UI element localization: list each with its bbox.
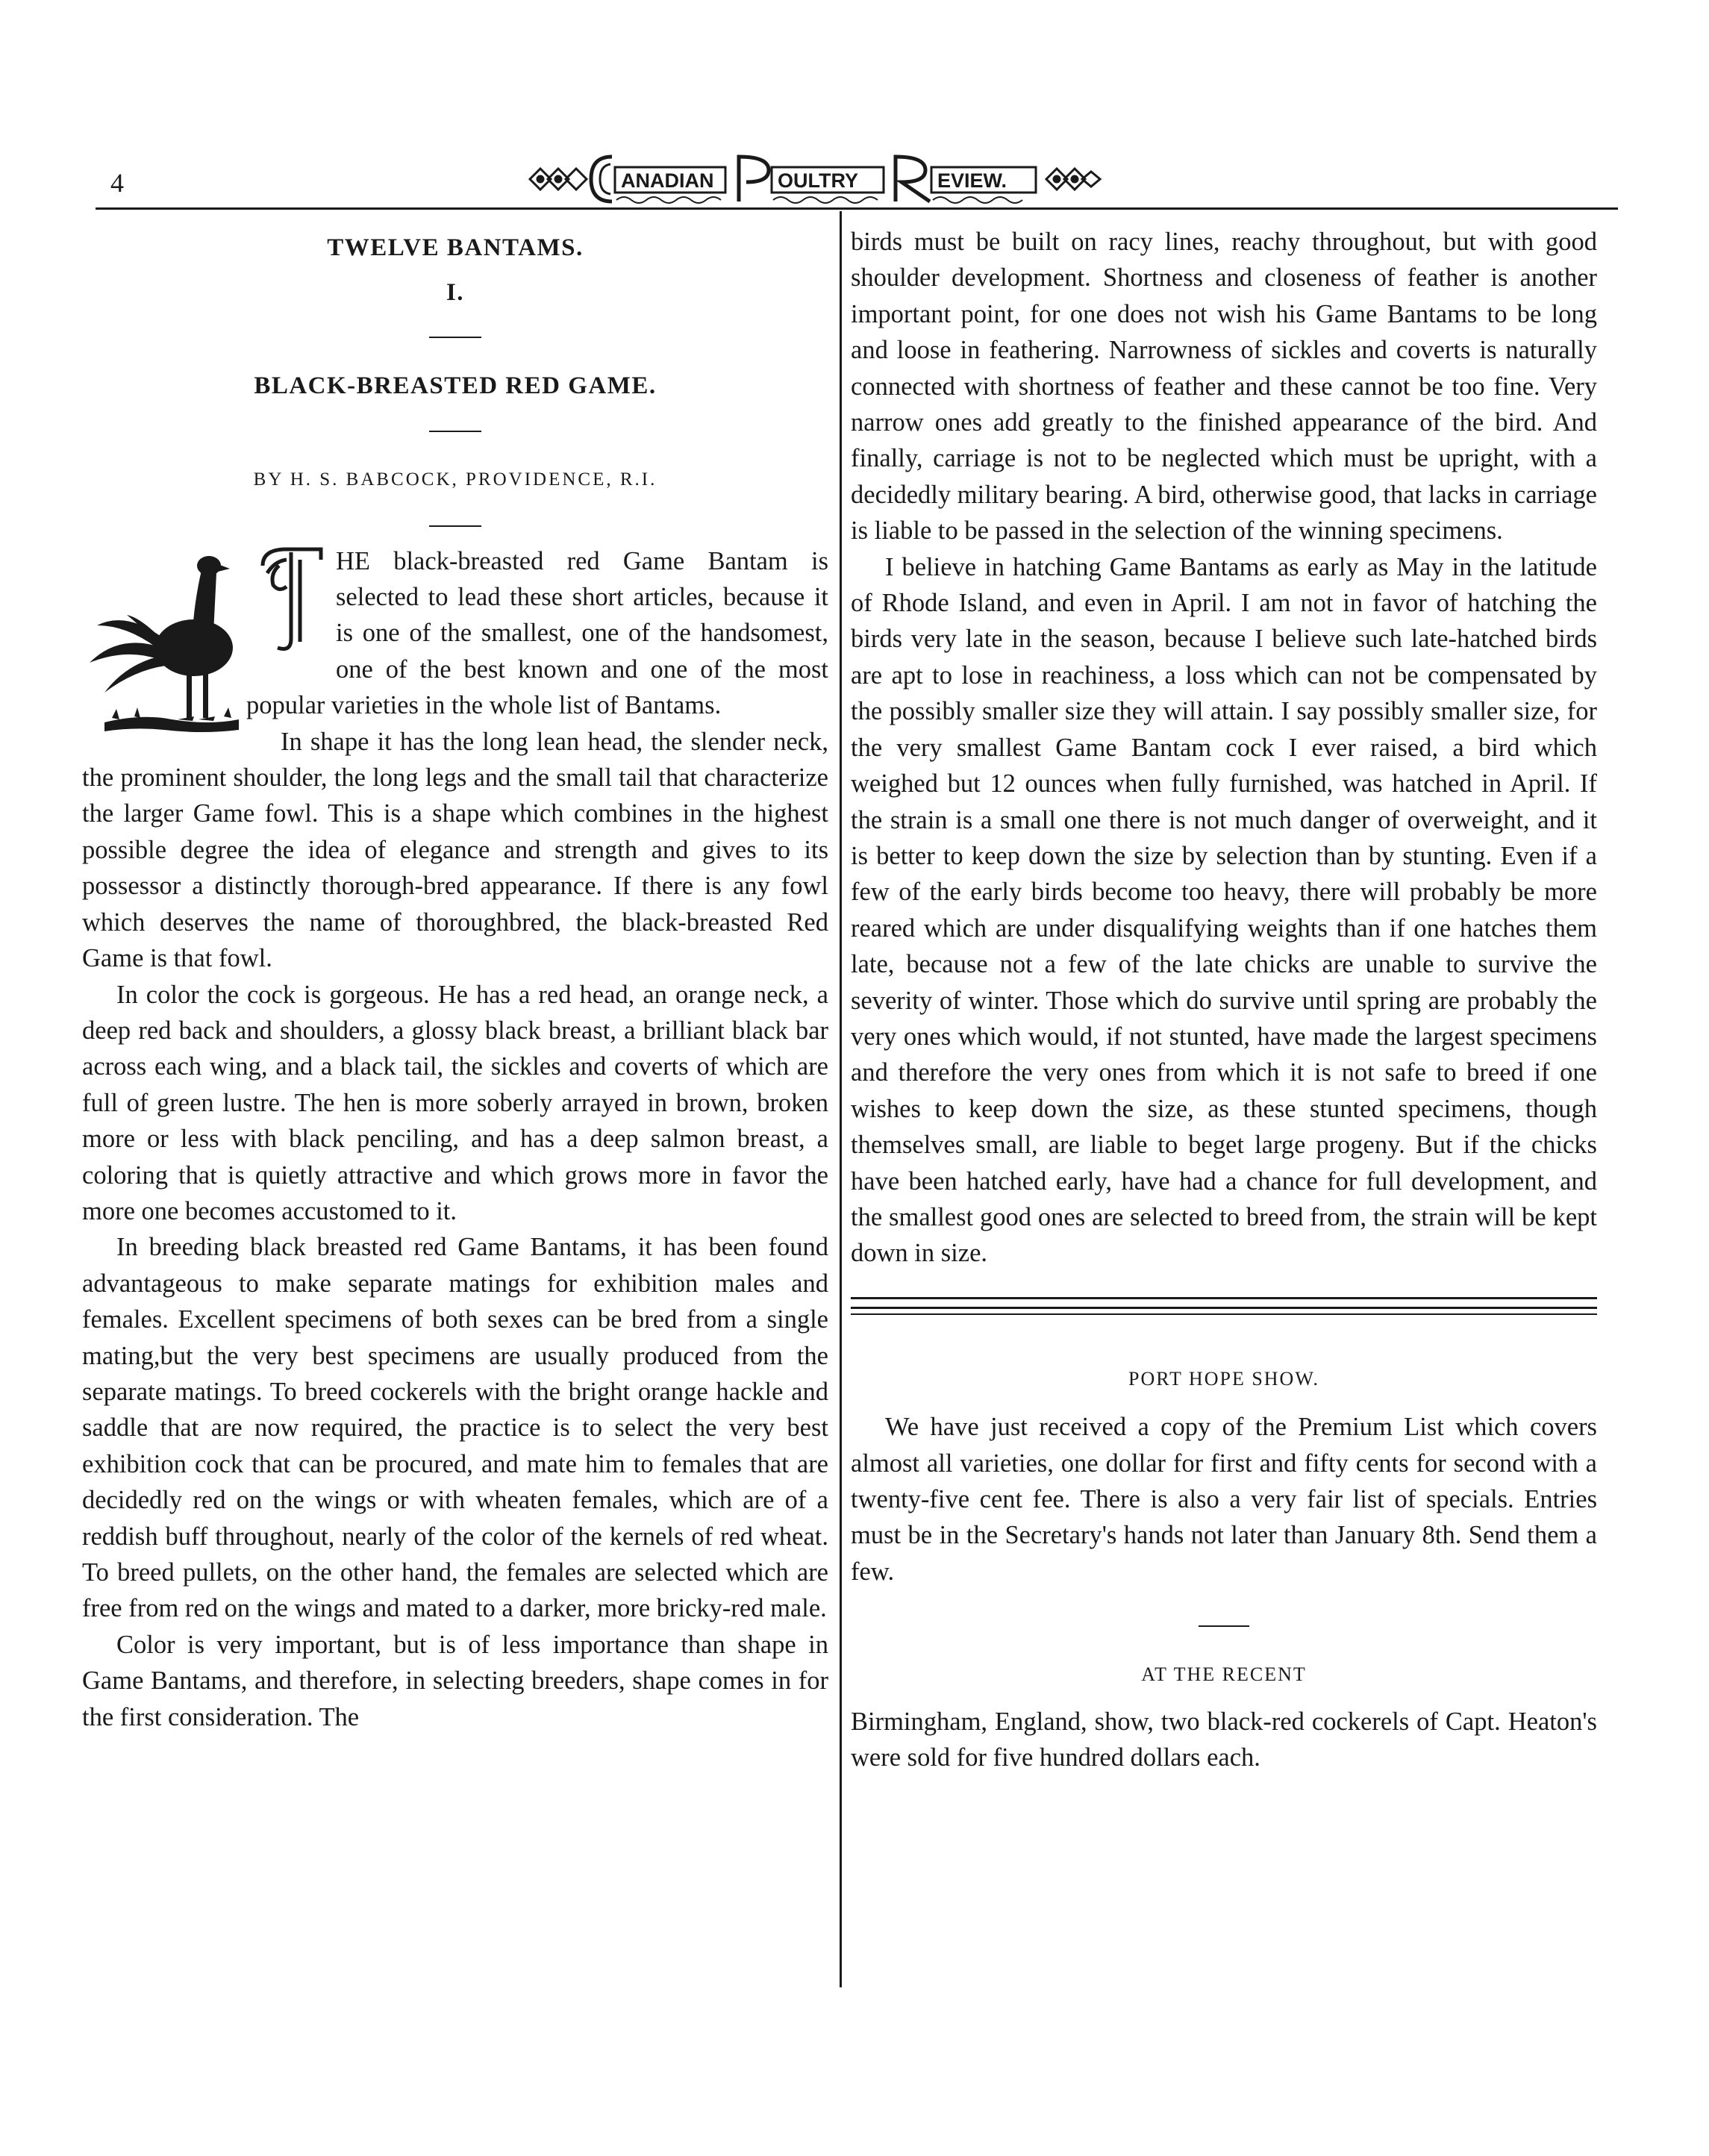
notice-divider <box>1199 1625 1249 1627</box>
rooster-icon <box>82 543 246 739</box>
masthead-word-canadian: ANADIAN <box>621 169 714 192</box>
port-hope-heading: PORT HOPE SHOW. <box>1128 1367 1319 1390</box>
article-continued-paragraph: I believe in hatching Game Bantams as early as May in the latitude of Rhode Island, and even in April. I am not in favor of hatching the birds very late in the season, because I believe such late-hatched birds are apt to lose in reachiness, a loss which can not be compensated by the possibly smaller size they will attain. I say possibly smaller size, for the very smallest Game Bantam cock I ever raised, a bird which weighed but 12 ounces when fully furnished, was hatched in April. If the strain is a small one there is not much danger of overweight, and it is better to keep down the size by selection than by stunting. Even if a few of the early birds become too heavy, there will probably be more reared which are under disqualifying weights than if one hatches them late, because not a few of the late chicks are unable to survive the severity of winter. Those which do survive until spring are probably the very ones which would, if not stunted, have made the largest specimens and therefore the very ones from which it is not safe to breed if one wishes to keep down the size, as these stunted specimens, though themselves small, are liable to beget large progeny. But if the chicks have been hatched early, have had a chance for full development, and the smallest good ones are selected to breed from, the strain will be kept down in size. <box>851 552 1597 1268</box>
article-intro: HE black-breasted red Game Bantam is selected to lead these short articles, because it is one of the smallest, one of the handsomest, one of the best known and one of the most popular varieties in the whole list of Bantams. <box>246 546 828 720</box>
page-number: 4 <box>110 168 124 198</box>
section-double-rule <box>851 1297 1597 1309</box>
drop-cap-icon <box>257 543 325 655</box>
recent-text: Birmingham, England, show, two black-red cockerels of Capt. Heaton's were sold for five hundred dollars each. <box>851 1707 1597 1772</box>
section-thin-rule <box>851 1313 1597 1315</box>
article-number: I. <box>446 279 465 307</box>
drop-cap-t <box>257 543 325 655</box>
article-subtitle: BLACK-BREASTED RED GAME. <box>254 372 657 399</box>
masthead <box>522 148 1105 209</box>
byline-divider <box>429 525 481 527</box>
article-byline: BY H. S. BABCOCK, PROVIDENCE, R.I. <box>253 469 657 490</box>
masthead-word-review: EVIEW. <box>937 169 1007 192</box>
column-rule <box>840 211 842 1987</box>
left-column <box>82 224 828 1735</box>
header-rule <box>96 207 1618 210</box>
right-column <box>851 224 1597 1775</box>
recent-heading: AT THE RECENT <box>1141 1663 1307 1686</box>
title-divider <box>429 337 481 338</box>
port-hope-text: We have just received a copy of the Premium List which covers almost all varieties, one dollar for first and fifty cents for second with a twenty-five cent fee. There is also a very fair list of specials. Entries must be in the Secretary's hands not later than January 8th. Send them a few. <box>851 1413 1597 1586</box>
article-paragraph: In breeding black breasted red Game Bantams, it has been found advantageous to make separate matings for exhibition males and females. Excellent specimens of both sexes can be bred from a single mating,but the very best specimens are usually produced from the separate matings. To breed cockerels with the bright orange hackle and saddle that are now required, the practice is to select the very best exhibition cock that can be procured, and mate him to females that are decidedly red on the wings or with wheaten females, which are of a reddish buff throughout, nearly of the color of the kernels of red wheat. To breed pullets, on the other hand, the females are selected which are free from red on the wings and mated to a darker, more bricky-red male. <box>82 1233 828 1623</box>
article-continued-paragraph: birds must be built on racy lines, reachy throughout, but with good shoulder development. Shortness and closeness of feather is another important point, for one does not wish his Game Bantams to be long and loose in feathering. Narrowness of sickles and coverts is naturally connected with shortness of feather and these cannot be too fine. Very narrow ones add greatly to the finished appearance of the bird. And finally, carriage is not to be neglected which must be upright, with a decidedly military bearing. A bird, otherwise good, that lacks in carriage is liable to be passed in the selection of the winning specimens. <box>851 228 1597 546</box>
masthead-ornament <box>522 148 1105 209</box>
rooster-illustration <box>82 543 246 739</box>
masthead-word-poultry: OULTRY <box>778 169 858 192</box>
intro-block <box>82 543 828 724</box>
article-paragraph: In color the cock is gorgeous. He has a red head, an orange neck, a deep red back and shoulders, a glossy black breast, a brilliant black bar across each wing, and a black tail, the sickles and coverts of which are full of green lustre. The hen is more soberly arrayed in brown, broken more or less with black penciling, and has a deep salmon breast, a coloring that is quietly attractive and which grows more in favor the more one becomes accustomed to it. <box>82 980 828 1225</box>
subtitle-divider <box>429 431 481 432</box>
article-paragraph: Color is very important, but is of less importance than shape in Game Bantams, and therefore, in selecting breeders, shape comes in for the first consideration. The <box>82 1630 828 1731</box>
article-title: TWELVE BANTAMS. <box>327 234 584 261</box>
article-paragraph: In shape it has the long lean head, the slender neck, the prominent shoulder, the long legs and the small tail that characterize the larger Game fowl. This is a shape which combines in the highest possible degree the idea of elegance and strength and gives to its possessor a distinctly thorough-bred appearance. If there is any fowl which deserves the name of thoroughbred, the black-breasted Red Game is that fowl. <box>82 727 828 973</box>
